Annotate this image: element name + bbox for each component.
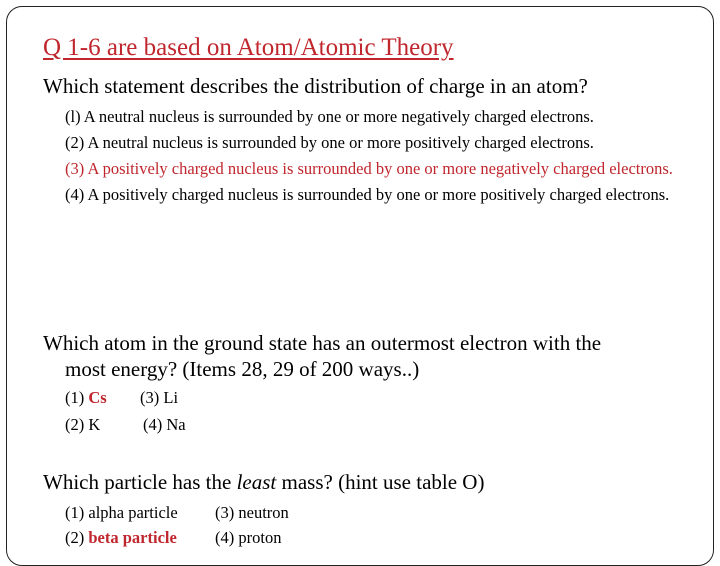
q2-options-row-1 [65,384,178,411]
q2-option-2: (2) K [65,415,101,434]
question-3-text-post: mass? (hint use table O) [276,470,485,494]
question-2 [43,330,693,382]
question-1-options [65,106,685,210]
question-3-emphasis: least [236,470,277,494]
q2-option-1-number: (1) [65,388,89,407]
q3-option-1: (1) alpha particle [65,503,178,522]
q3-option-2 [65,524,215,551]
q3-option-2-answer: beta particle [88,528,177,547]
q1-option-1: (l) A neutral nucleus is surrounded by one or more negatively charged electrons. [65,107,594,126]
question-3 [43,469,693,495]
q2-option-3: (3) Li [140,388,179,407]
q1-option-4: (4) A positively charged nucleus is surrounded by one or more positively charged electrons. [65,185,670,204]
q2-option-1 [65,384,140,411]
question-1: Which statement describes the distribution of charge in an atom? [43,74,588,98]
question-3-text-pre: Which particle has the [43,470,237,494]
q3-option-2-number: (2) [65,528,89,547]
q3-option-4: (4) proton [215,528,282,547]
q1-option-3-correct: (3) A positively charged nucleus is surrounded by one or more negatively charged electrons. [65,159,673,178]
question-2-line-2: most energy? (Items 28, 29 of 200 ways..) [65,357,420,381]
q2-option-4: (4) Na [143,415,186,434]
question-2-line-1: Which atom in the ground state has an outermost electron with the [43,331,602,355]
q3-option-3: (3) neutron [215,503,289,522]
slide-title: Q 1-6 are based on Atom/Atomic Theory [43,34,454,61]
q3-options-row-1 [65,499,289,526]
q3-options-row-2 [65,524,281,551]
q1-option-2: (2) A neutral nucleus is surrounded by one or more positively charged electrons. [65,133,594,152]
q2-option-1-answer: Cs [88,388,107,407]
q2-options-row-2 [65,411,186,438]
